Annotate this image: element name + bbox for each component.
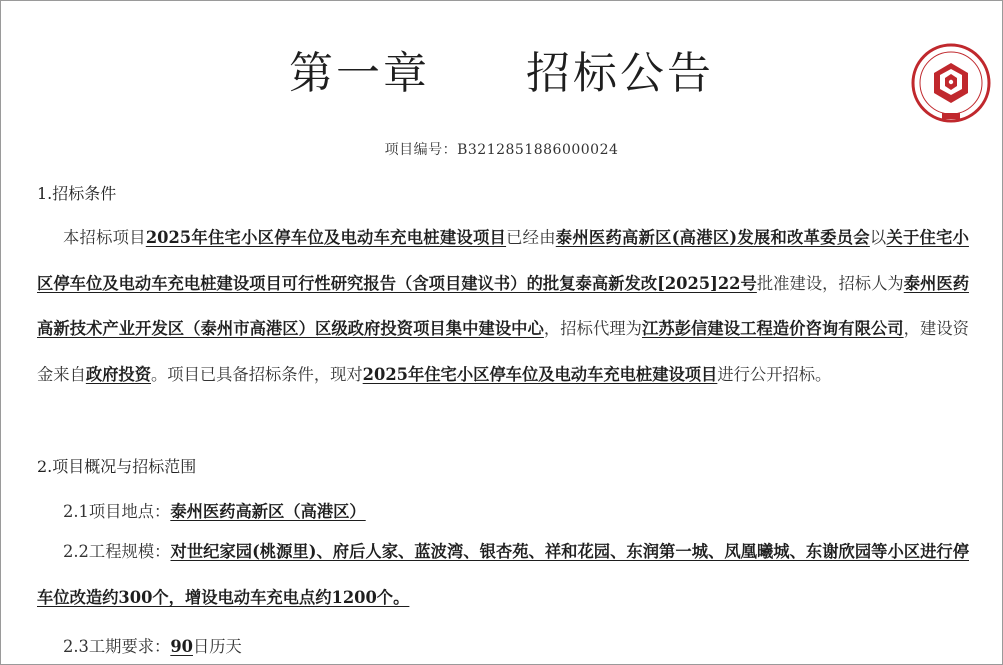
para-text: 进行公开招标。 (717, 365, 832, 385)
section-1-heading: 1.招标条件 (37, 184, 117, 203)
scale-value: 对世纪家园(桃源里)、府后人家、蓝波湾、银杏苑、祥和花园、东润第一城、凤凰曦城、东谢欣园等小区进行停车位改造约300个，增设电动车充电点约1200个。 (37, 542, 969, 607)
location-value: 泰州医药高新区（高港区） (170, 502, 366, 521)
project-location (63, 498, 366, 522)
project-name: 2025年住宅小区停车位及电动车充电桩建设项目 (145, 228, 507, 247)
approver-name: 泰州医药高新区(高港区)发展和改革委员会 (555, 228, 870, 247)
tenderer-name: 泰州医药高新技术产业开发区（泰州市高港区）区级政府投资项目集中建设中心 (37, 273, 969, 339)
period-label: 2.3工期要求： (63, 637, 171, 656)
section-1-paragraph (37, 215, 969, 398)
para-text: 已经由 (506, 228, 556, 247)
para-text: 本招标项目 (63, 228, 146, 247)
location-label: 2.1项目地点： (63, 502, 171, 521)
project-name: 2025年住宅小区停车位及电动车充电桩建设项目 (362, 365, 718, 385)
scale-label: 2.2工程规模： (63, 542, 171, 561)
chapter-title (1, 37, 1002, 101)
fund-source: 政府投资 (85, 365, 151, 385)
para-text: 。项目已具备招标条件，现对 (151, 365, 363, 385)
section-2-heading: 2.项目概况与招标范围 (37, 457, 197, 476)
period-value: 90 (170, 637, 193, 656)
project-number: 项目编号：B3212851886000024 (384, 142, 619, 158)
agent-name: 江苏彭信建设工程造价咨询有限公司 (642, 319, 904, 339)
para-text: ，建设资金来自 (37, 319, 969, 385)
construction-period (63, 633, 242, 657)
project-scale (37, 529, 969, 620)
chapter-name: 招标公告 (526, 48, 714, 99)
period-unit: 日历天 (192, 637, 242, 656)
para-text: ，招标代理为 (543, 319, 642, 339)
chapter-number: 第一章 (289, 48, 430, 99)
para-text: 批准建设，招标人为 (756, 273, 904, 293)
approval-document: 关于住宅小区停车位及电动车充电桩建设项目可行性研究报告（含项目建议书）的批复泰高新发改[2025]22号 (37, 228, 969, 293)
seal-icon (909, 41, 993, 125)
para-text: 以 (869, 228, 887, 247)
